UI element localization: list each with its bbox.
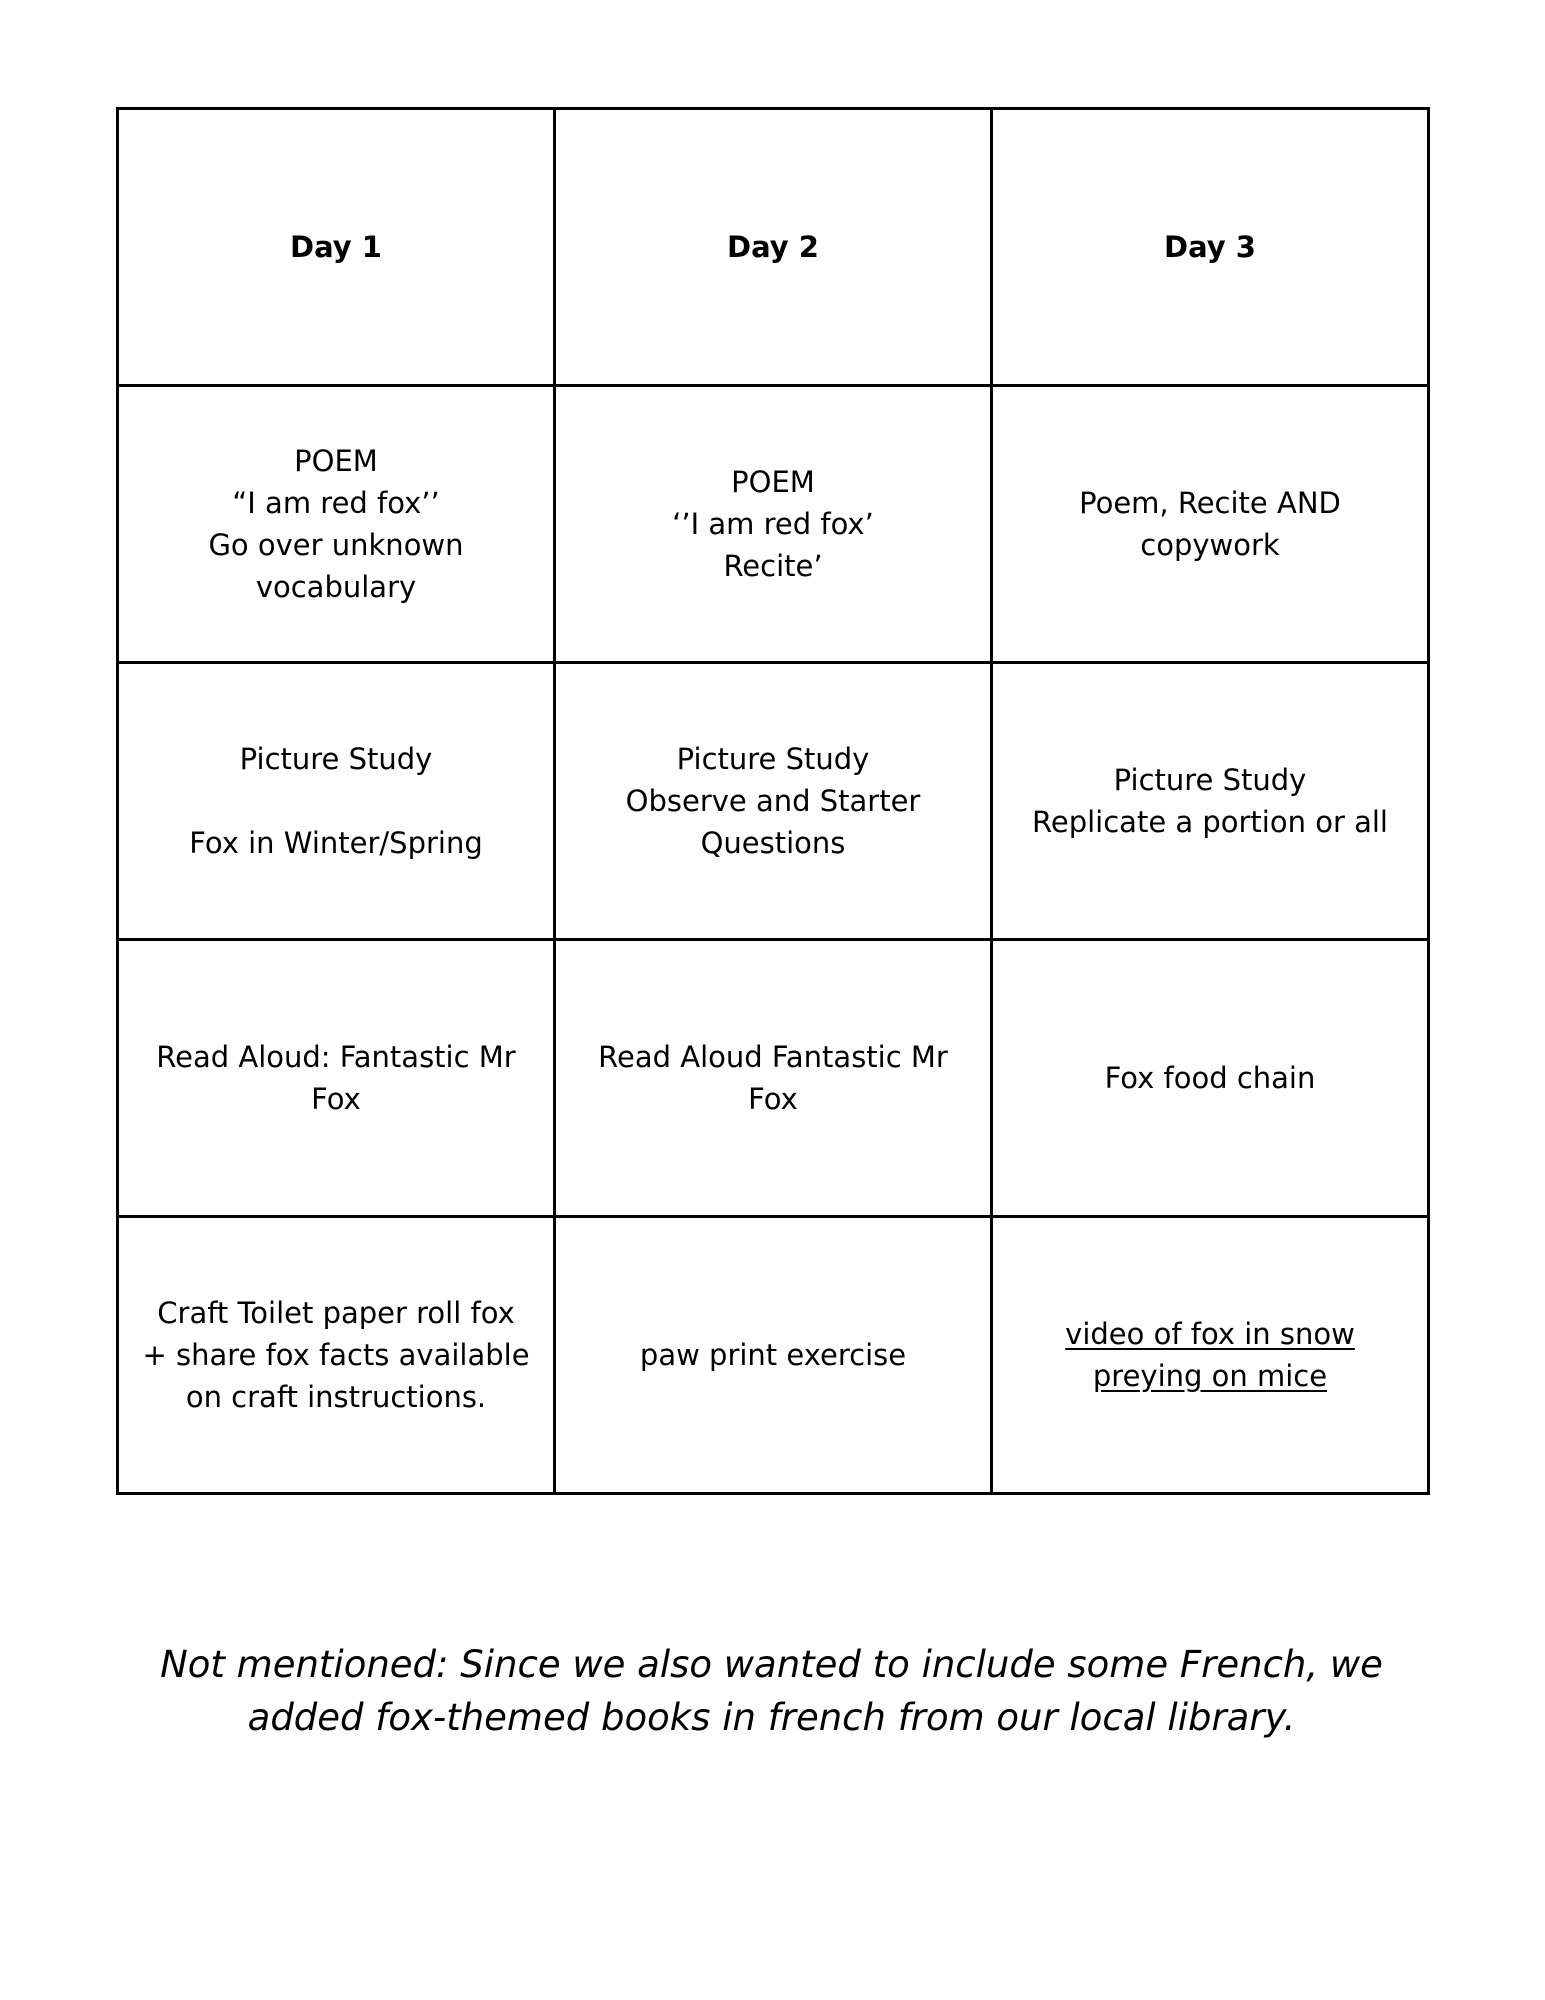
cell-text: Poem, Recite AND: [1079, 486, 1341, 520]
cell-text: Picture Study: [239, 742, 433, 776]
cell-text: Replicate a portion or all: [1032, 805, 1388, 839]
cell-text: Read Aloud Fantastic Mr: [598, 1040, 948, 1074]
cell-poem-day-2: [555, 386, 992, 663]
cell-text: Craft Toilet paper roll fox: [157, 1296, 515, 1330]
cell-text: Fox food chain: [1104, 1061, 1316, 1095]
cell-text: Fox: [311, 1082, 361, 1116]
cell-poem-day-1: [118, 386, 555, 663]
cell-text: paw print exercise: [639, 1338, 907, 1372]
cell-text-blank: [139, 780, 533, 822]
cell-paw-print-day-2: [555, 1217, 992, 1494]
cell-text: Fox: [748, 1082, 798, 1116]
cell-picture-study-day-3: [992, 663, 1429, 940]
cell-text: Fox in Winter/Spring: [189, 826, 483, 860]
footnote-line: added fox-themed books in french from our local library.: [247, 1696, 1296, 1739]
cell-text: Go over unknown: [208, 528, 464, 562]
cell-text: “I am red fox’’: [232, 486, 440, 520]
lesson-plan-table: [116, 107, 1430, 1495]
table-row-read-aloud: [118, 940, 1429, 1217]
cell-text: Picture Study: [1113, 763, 1307, 797]
footnote: [116, 1638, 1427, 1744]
cell-text: Picture Study: [676, 742, 870, 776]
cell-text: Recite’: [723, 549, 823, 583]
video-link-text[interactable]: preying on mice: [1092, 1359, 1328, 1393]
cell-poem-day-3: [992, 386, 1429, 663]
cell-text: vocabulary: [255, 570, 417, 604]
cell-text: POEM: [731, 465, 815, 499]
cell-text: copywork: [1140, 528, 1280, 562]
cell-text: + share fox facts available: [142, 1338, 530, 1372]
video-link-text[interactable]: video of fox in snow: [1065, 1317, 1355, 1351]
header-day-2: Day 2: [555, 109, 992, 386]
cell-text: on craft instructions.: [185, 1380, 487, 1414]
video-link[interactable]: [1013, 1313, 1407, 1397]
header-day-3: Day 3: [992, 109, 1429, 386]
cell-craft-day-1: [118, 1217, 555, 1494]
header-row: [118, 109, 1429, 386]
cell-read-aloud-day-2: [555, 940, 992, 1217]
footnote-line: Not mentioned: Since we also wanted to include some French, we: [160, 1643, 1383, 1686]
table-row-picture-study: [118, 663, 1429, 940]
cell-food-chain-day-3: [992, 940, 1429, 1217]
table-row-poem: [118, 386, 1429, 663]
cell-text: ‘’I am red fox’: [672, 507, 874, 541]
cell-picture-study-day-1: [118, 663, 555, 940]
cell-video-day-3: [992, 1217, 1429, 1494]
cell-text: Read Aloud: Fantastic Mr: [156, 1040, 516, 1074]
cell-text: Observe and Starter: [625, 784, 921, 818]
cell-picture-study-day-2: [555, 663, 992, 940]
header-day-1: Day 1: [118, 109, 555, 386]
cell-text: Questions: [700, 826, 846, 860]
cell-text: POEM: [294, 444, 378, 478]
table-row-activities: [118, 1217, 1429, 1494]
cell-read-aloud-day-1: [118, 940, 555, 1217]
